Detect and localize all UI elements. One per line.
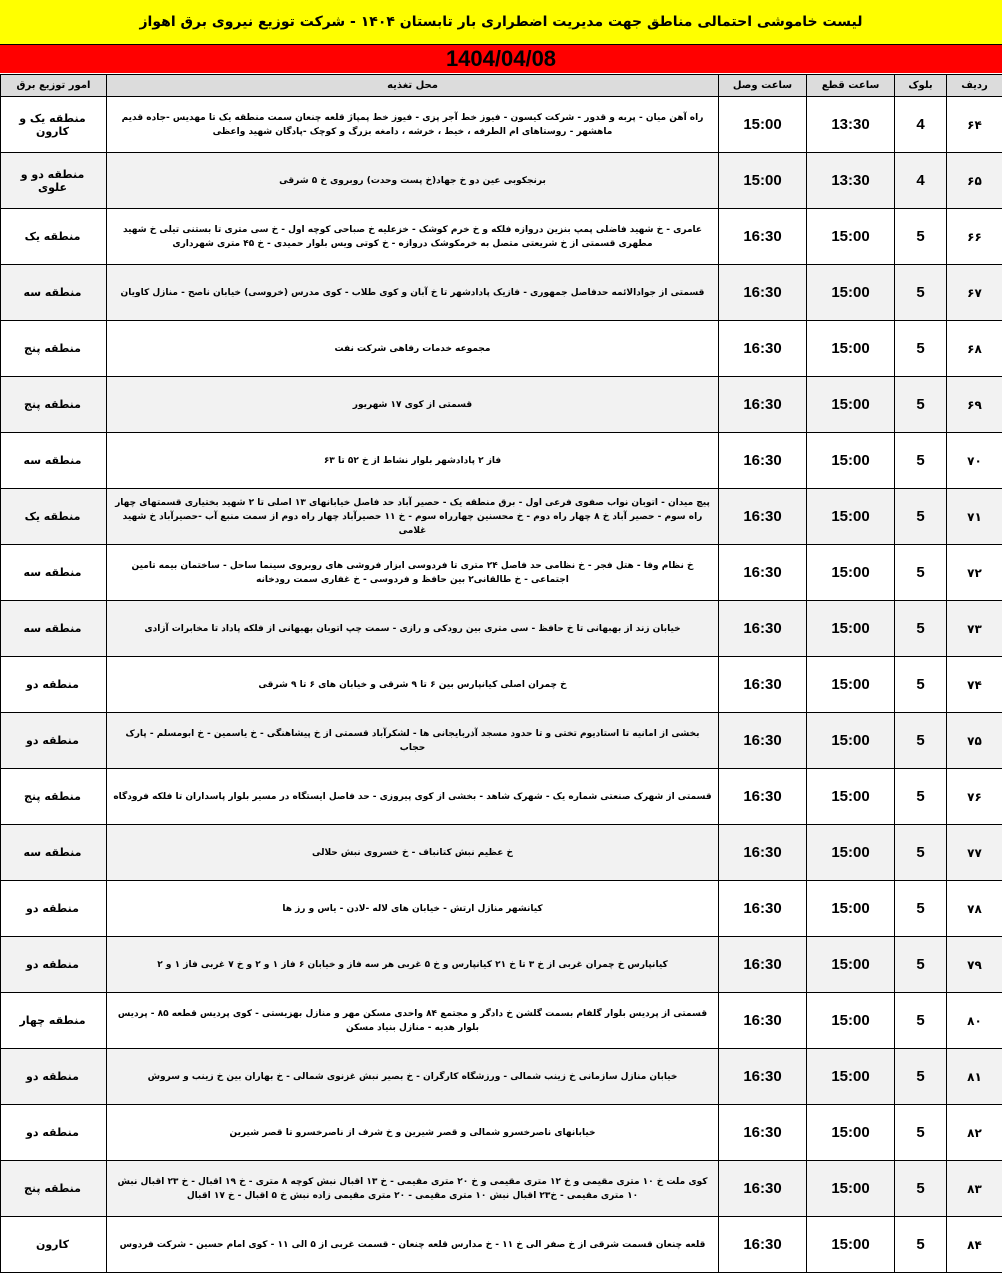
block-cell: 4 <box>895 97 947 153</box>
distribution-area-cell: منطقه یک <box>1 209 107 265</box>
block-cell: 5 <box>895 489 947 545</box>
block-cell: 5 <box>895 321 947 377</box>
block-cell: 5 <box>895 1105 947 1161</box>
cut-time-cell: 15:00 <box>807 769 895 825</box>
distribution-area-cell: منطقه پنج <box>1 377 107 433</box>
block-cell: 5 <box>895 713 947 769</box>
distribution-area-cell: منطقه پنج <box>1 1161 107 1217</box>
feed-location-cell: عامری - خ شهید فاضلی پمپ بنزین دروازه فلکه و خ خرم کوشک - خزعلیه خ صباحی کوچه اول - خ سی متری تا بستنی تیلی خ شهید مطهری قسمتی از خ شریعتی متصل به خرمکوشک دروازه - خ کوتی ویس بلوار حمیدی - خ ۴۵ متری شهرداری <box>107 209 719 265</box>
feed-location-cell: قلعه چنعان قسمت شرقی از خ صفر الی خ ۱۱ - خ مدارس قلعه چنعان - قسمت غربی از ۵ الی ۱۱ - کوی امام حسین - شرکت فردوس <box>107 1217 719 1273</box>
block-cell: 5 <box>895 825 947 881</box>
table-row <box>1 545 1002 601</box>
table-row <box>1 825 1002 881</box>
row-number-cell: ۷۴ <box>947 657 1002 713</box>
table-row <box>1 601 1002 657</box>
table-row <box>1 433 1002 489</box>
block-cell: 5 <box>895 433 947 489</box>
connect-time-cell: 16:30 <box>719 545 807 601</box>
cut-time-cell: 15:00 <box>807 993 895 1049</box>
connect-time-cell: 15:00 <box>719 153 807 209</box>
feed-location-cell: خیابانهای ناصرخسرو شمالی و قصر شیرین و خ شرف از ناصرخسرو تا قصر شیرین <box>107 1105 719 1161</box>
column-header-row-number: ردیف <box>947 75 1002 97</box>
feed-location-cell: خ عظیم نبش کتانباف - خ خسروی نبش حلالی <box>107 825 719 881</box>
distribution-area-cell: منطقه یک <box>1 489 107 545</box>
date-banner <box>0 45 1002 73</box>
block-cell: 4 <box>895 153 947 209</box>
feed-location-cell: قسمتی از شهرک صنعتی شماره یک - شهرک شاهد - بخشی از کوی پیروزی - حد فاصل ایستگاه در مسیر بلوار پاسداران تا فلکه فرودگاه <box>107 769 719 825</box>
feed-location-cell: کوی ملت خ ۱۰ متری مقیمی و خ ۱۲ متری مقیمی و خ ۲۰ متری مقیمی - خ ۱۳ اقبال نبش کوچه ۸ متری - خ ۱۹ اقبال - خ ۲۳ اقبال نبش ۱۰ متری مقیمی - خ۲۳ اقبال نبش ۱۰ متری مقیمی - ۲۰ متری مقیمی زاده نبش خ ۵ اقبال - خ ۱۷ اقبال <box>107 1161 719 1217</box>
distribution-area-cell: منطقه پنج <box>1 769 107 825</box>
distribution-area-cell: منطقه دو <box>1 937 107 993</box>
row-number-cell: ۸۳ <box>947 1161 1002 1217</box>
cut-time-cell: 15:00 <box>807 265 895 321</box>
column-header-connect-time: ساعت وصل <box>719 75 807 97</box>
block-cell: 5 <box>895 265 947 321</box>
row-number-cell: ۶۷ <box>947 265 1002 321</box>
feed-location-cell: خیابان زند از بهبهانی تا خ حافظ - سی متری بین رودکی و رازی - سمت چپ اتوبان بهبهانی از فلکه پاداد تا مخابرات آزادی <box>107 601 719 657</box>
row-number-cell: ۶۶ <box>947 209 1002 265</box>
connect-time-cell: 16:30 <box>719 265 807 321</box>
date-label: 1404/04/08 <box>445 46 557 71</box>
cut-time-cell: 13:30 <box>807 153 895 209</box>
row-number-cell: ۶۸ <box>947 321 1002 377</box>
distribution-area-cell: منطقه دو <box>1 657 107 713</box>
distribution-area-cell: منطقه سه <box>1 433 107 489</box>
connect-time-cell: 15:00 <box>719 97 807 153</box>
block-cell: 5 <box>895 601 947 657</box>
table-row <box>1 657 1002 713</box>
connect-time-cell: 16:30 <box>719 713 807 769</box>
distribution-area-cell: منطقه دو <box>1 1049 107 1105</box>
cut-time-cell: 15:00 <box>807 377 895 433</box>
table-row <box>1 1217 1002 1273</box>
cut-time-cell: 15:00 <box>807 825 895 881</box>
distribution-area-cell: کارون <box>1 1217 107 1273</box>
block-cell: 5 <box>895 993 947 1049</box>
connect-time-cell: 16:30 <box>719 1105 807 1161</box>
distribution-area-cell: منطقه سه <box>1 265 107 321</box>
row-number-cell: ۷۶ <box>947 769 1002 825</box>
distribution-area-cell: منطقه پنج <box>1 321 107 377</box>
table-row <box>1 713 1002 769</box>
distribution-area-cell: منطقه دو <box>1 881 107 937</box>
connect-time-cell: 16:30 <box>719 1049 807 1105</box>
table-row <box>1 489 1002 545</box>
connect-time-cell: 16:30 <box>719 993 807 1049</box>
block-cell: 5 <box>895 769 947 825</box>
row-number-cell: ۷۲ <box>947 545 1002 601</box>
block-cell: 5 <box>895 881 947 937</box>
table-row <box>1 993 1002 1049</box>
table-row <box>1 265 1002 321</box>
connect-time-cell: 16:30 <box>719 769 807 825</box>
connect-time-cell: 16:30 <box>719 1217 807 1273</box>
row-number-cell: ۸۲ <box>947 1105 1002 1161</box>
cut-time-cell: 15:00 <box>807 1217 895 1273</box>
row-number-cell: ۷۸ <box>947 881 1002 937</box>
column-header-cut-time: ساعت قطع <box>807 75 895 97</box>
connect-time-cell: 16:30 <box>719 881 807 937</box>
distribution-area-cell: منطقه دو و علوی <box>1 153 107 209</box>
cut-time-cell: 15:00 <box>807 1161 895 1217</box>
column-header-block: بلوک <box>895 75 947 97</box>
block-cell: 5 <box>895 657 947 713</box>
feed-location-cell: خ نظام وفا - هتل فجر - خ نظامی حد فاصل ۲۴ متری تا فردوسی ابزار فروشی های روبروی سینما ساحل - ساختمان بیمه تامین اجتماعی - خ طالقانی۲ بین حافظ و فردوسی - خ غفاری سمت رودخانه <box>107 545 719 601</box>
feed-location-cell: کیانشهر منازل ارتش - خیابان های لاله -لادن - یاس و رز ها <box>107 881 719 937</box>
cut-time-cell: 15:00 <box>807 1105 895 1161</box>
cut-time-cell: 15:00 <box>807 713 895 769</box>
cut-time-cell: 13:30 <box>807 97 895 153</box>
feed-location-cell: پیچ میدان - اتوبان نواب صفوی فرعی اول - برق منطقه یک - حصیر آباد حد فاصل خیابانهای ۱۳ اصلی تا ۲ شهید بختیاری قسمتهای چهار راه سوم - حصیر آباد خ ۸ چهار راه دوم - خ محسنین چهارراه سوم - خ ۱۱ حصیرآباد چهار راه دوم از سمت منبع آب -حصیرآباد خ شهید غلامی <box>107 489 719 545</box>
block-cell: 5 <box>895 1161 947 1217</box>
cut-time-cell: 15:00 <box>807 321 895 377</box>
column-header-distribution-area: امور توزیع برق <box>1 75 107 97</box>
cut-time-cell: 15:00 <box>807 545 895 601</box>
table-row <box>1 1161 1002 1217</box>
distribution-area-cell: منطقه سه <box>1 601 107 657</box>
connect-time-cell: 16:30 <box>719 937 807 993</box>
connect-time-cell: 16:30 <box>719 1161 807 1217</box>
block-cell: 5 <box>895 545 947 601</box>
connect-time-cell: 16:30 <box>719 433 807 489</box>
feed-location-cell: قسمتی از جوادالائمه حدفاصل جمهوری - فازیک پادادشهر تا خ آبان و کوی طلاب - کوی مدرس (خروسی) خیابان ناصح - منازل کاویان <box>107 265 719 321</box>
row-number-cell: ۷۵ <box>947 713 1002 769</box>
distribution-area-cell: منطقه دو <box>1 1105 107 1161</box>
feed-location-cell: راه آهن میان - پربه و قدور - شرکت کیسون - فیوز خط آجر پزی - فیوز خط پمپاژ قلعه چنعان سمت منطقه یک تا مهدیس -جاده قدیم ماهشهر - روستاهای ام الطرفه ، خیط ، خرشه ، دامغه بزرگ و کوچک -پادگان شهید واعظی <box>107 97 719 153</box>
table-row <box>1 321 1002 377</box>
distribution-area-cell: منطقه چهار <box>1 993 107 1049</box>
block-cell: 5 <box>895 1049 947 1105</box>
connect-time-cell: 16:30 <box>719 377 807 433</box>
table-header-row <box>1 75 1002 97</box>
table-row <box>1 209 1002 265</box>
connect-time-cell: 16:30 <box>719 321 807 377</box>
row-number-cell: ۷۹ <box>947 937 1002 993</box>
cut-time-cell: 15:00 <box>807 601 895 657</box>
cut-time-cell: 15:00 <box>807 209 895 265</box>
block-cell: 5 <box>895 937 947 993</box>
row-number-cell: ۸۴ <box>947 1217 1002 1273</box>
page-title: لیست خاموشی احتمالی مناطق جهت مدیریت اضطراری بار تابستان ۱۴۰۴ - شرکت توزیع نیروی برق اهواز <box>0 0 1002 45</box>
outage-table <box>0 74 1002 1273</box>
cut-time-cell: 15:00 <box>807 937 895 993</box>
row-number-cell: ۷۷ <box>947 825 1002 881</box>
table-row <box>1 1049 1002 1105</box>
block-cell: 5 <box>895 209 947 265</box>
connect-time-cell: 16:30 <box>719 489 807 545</box>
distribution-area-cell: منطقه دو <box>1 713 107 769</box>
connect-time-cell: 16:30 <box>719 209 807 265</box>
distribution-area-cell: منطقه سه <box>1 825 107 881</box>
row-number-cell: ۶۴ <box>947 97 1002 153</box>
row-number-cell: ۷۰ <box>947 433 1002 489</box>
feed-location-cell: قسمتی از پردیس بلوار گلفام بسمت گلشن خ دادگر و مجتمع ۸۴ واحدی مسکن مهر و منازل بهزیستی - کوی پردیس قطعه ۸۵ - پردیس بلوار هدیه - منازل بنیاد مسکن <box>107 993 719 1049</box>
feed-location-cell: بخشی از امانیه تا استادیوم تختی و تا حدود مسجد آذربایجانی ها - لشکرآباد قسمتی از خ پیشاهنگی - خ یاسمین - خ ابومسلم - پارک حجاب <box>107 713 719 769</box>
table-row <box>1 97 1002 153</box>
table-row <box>1 881 1002 937</box>
table-row <box>1 153 1002 209</box>
distribution-area-cell: منطقه یک و کارون <box>1 97 107 153</box>
row-number-cell: ۷۱ <box>947 489 1002 545</box>
connect-time-cell: 16:30 <box>719 657 807 713</box>
feed-location-cell: مجموعه خدمات رفاهی شرکت نفت <box>107 321 719 377</box>
feed-location-cell: خیابان منازل سازمانی خ زینب شمالی - ورزشگاه کارگران - خ بصیر نبش غزنوی شمالی - خ بهاران بین خ زینب و سروش <box>107 1049 719 1105</box>
cut-time-cell: 15:00 <box>807 881 895 937</box>
table-row <box>1 377 1002 433</box>
feed-location-cell: فاز ۲ پادادشهر بلوار نشاط از خ ۵۲ تا ۶۳ <box>107 433 719 489</box>
row-number-cell: ۸۱ <box>947 1049 1002 1105</box>
feed-location-cell: قسمتی از کوی ۱۷ شهریور <box>107 377 719 433</box>
connect-time-cell: 16:30 <box>719 601 807 657</box>
distribution-area-cell: منطقه سه <box>1 545 107 601</box>
cut-time-cell: 15:00 <box>807 657 895 713</box>
table-row <box>1 937 1002 993</box>
connect-time-cell: 16:30 <box>719 825 807 881</box>
row-number-cell: ۷۳ <box>947 601 1002 657</box>
cut-time-cell: 15:00 <box>807 1049 895 1105</box>
cut-time-cell: 15:00 <box>807 433 895 489</box>
feed-location-cell: خ چمران اصلی کیانپارس بین ۶ تا ۹ شرقی و خیابان های ۶ تا ۹ شرقی <box>107 657 719 713</box>
row-number-cell: ۸۰ <box>947 993 1002 1049</box>
feed-location-cell: برنجکوبی عین دو خ جهاد(خ پست وحدت) روبروی خ ۵ شرقی <box>107 153 719 209</box>
table-body <box>1 97 1002 1273</box>
cut-time-cell: 15:00 <box>807 489 895 545</box>
feed-location-cell: کیانپارس خ چمران غربی از خ ۳ تا خ ۲۱ کیانپارس و خ ۵ غربی هر سه فاز و خیابان ۶ فاز ۱ و ۲ و خ ۷ غربی فاز ۱ و ۲ <box>107 937 719 993</box>
table-row <box>1 1105 1002 1161</box>
column-header-feed-location: محل تغذیه <box>107 75 719 97</box>
table-row <box>1 769 1002 825</box>
block-cell: 5 <box>895 377 947 433</box>
row-number-cell: ۶۹ <box>947 377 1002 433</box>
row-number-cell: ۶۵ <box>947 153 1002 209</box>
block-cell: 5 <box>895 1217 947 1273</box>
